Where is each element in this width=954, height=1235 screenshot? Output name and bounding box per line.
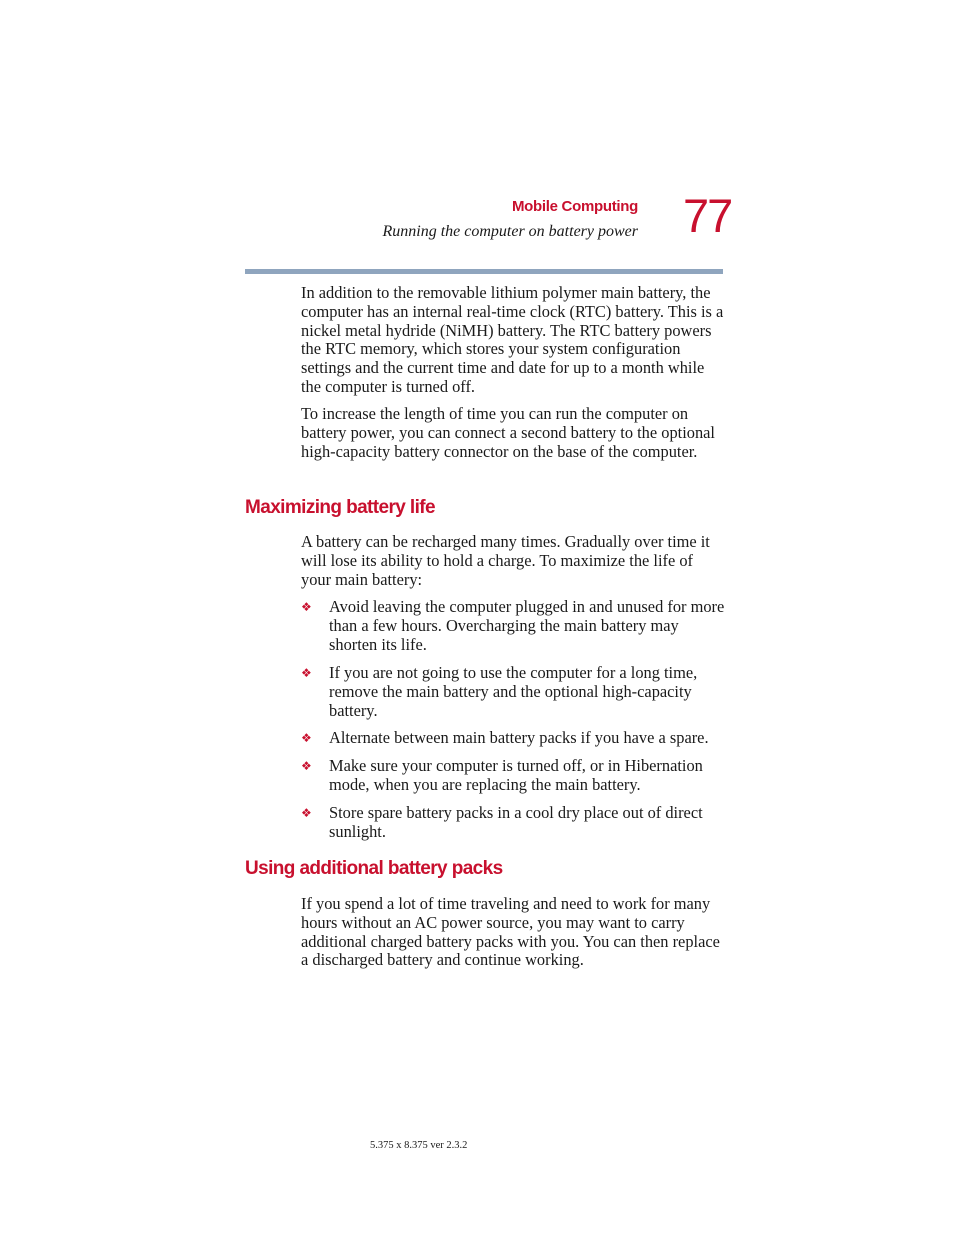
chapter-title: Mobile Computing [511, 198, 638, 215]
list-item-text: Alternate between main battery packs if you have a spare. [329, 728, 709, 747]
intro-paragraph-1: In addition to the removable lithium polymer main battery, the computer has an internal real-time clock (RTC) battery. This is a nickel metal hydride (NiMH) battery. The RTC battery powers the RTC memory, which stores your system configuration settings and the current time and date for up to a month while the computer is turned off. [301, 283, 724, 396]
version-footer: 5.375 x 8.375 ver 2.3.2 [370, 1140, 468, 1151]
list-item-text: Make sure your computer is turned off, or in Hibernation mode, when you are replacing the main battery. [329, 756, 703, 794]
list-item [301, 804, 725, 842]
list-item [301, 757, 725, 795]
diamond-bullet-icon: ❖ [301, 600, 312, 614]
section-subtitle: Running the computer on battery power [382, 223, 638, 240]
diamond-bullet-icon: ❖ [301, 666, 312, 680]
list-item-text: If you are not going to use the computer for a long time, remove the main battery and the optional high-capacity battery. [329, 663, 698, 720]
list-item [301, 598, 725, 654]
additional-paragraph: If you spend a lot of time traveling and need to work for many hours without an AC power source, you may want to carry additional charged battery packs with you. You can then replace a discharged battery and continue working. [301, 894, 720, 970]
list-item [301, 729, 725, 748]
diamond-bullet-icon: ❖ [301, 806, 312, 820]
maximizing-intro: A battery can be recharged many times. Gradually over time it will lose its ability to hold a charge. To maximize the life of your main battery: [301, 532, 710, 589]
page-number: 77 [683, 189, 732, 242]
list-item [301, 664, 725, 720]
list-item-text: Store spare battery packs in a cool dry place out of direct sunlight. [329, 803, 703, 841]
section-heading-maximizing: Maximizing battery life [245, 497, 435, 518]
diamond-bullet-icon: ❖ [301, 759, 312, 773]
list-item-text: Avoid leaving the computer plugged in and unused for more than a few hours. Overcharging the main battery may shorten its life. [329, 597, 725, 654]
intro-paragraph-2: To increase the length of time you can run the computer on battery power, you can connect a second battery to the optional high-capacity battery connector on the base of the computer. [301, 404, 715, 461]
diamond-bullet-icon: ❖ [301, 731, 312, 745]
header-divider [245, 269, 723, 274]
section-heading-additional: Using additional battery packs [245, 858, 503, 879]
